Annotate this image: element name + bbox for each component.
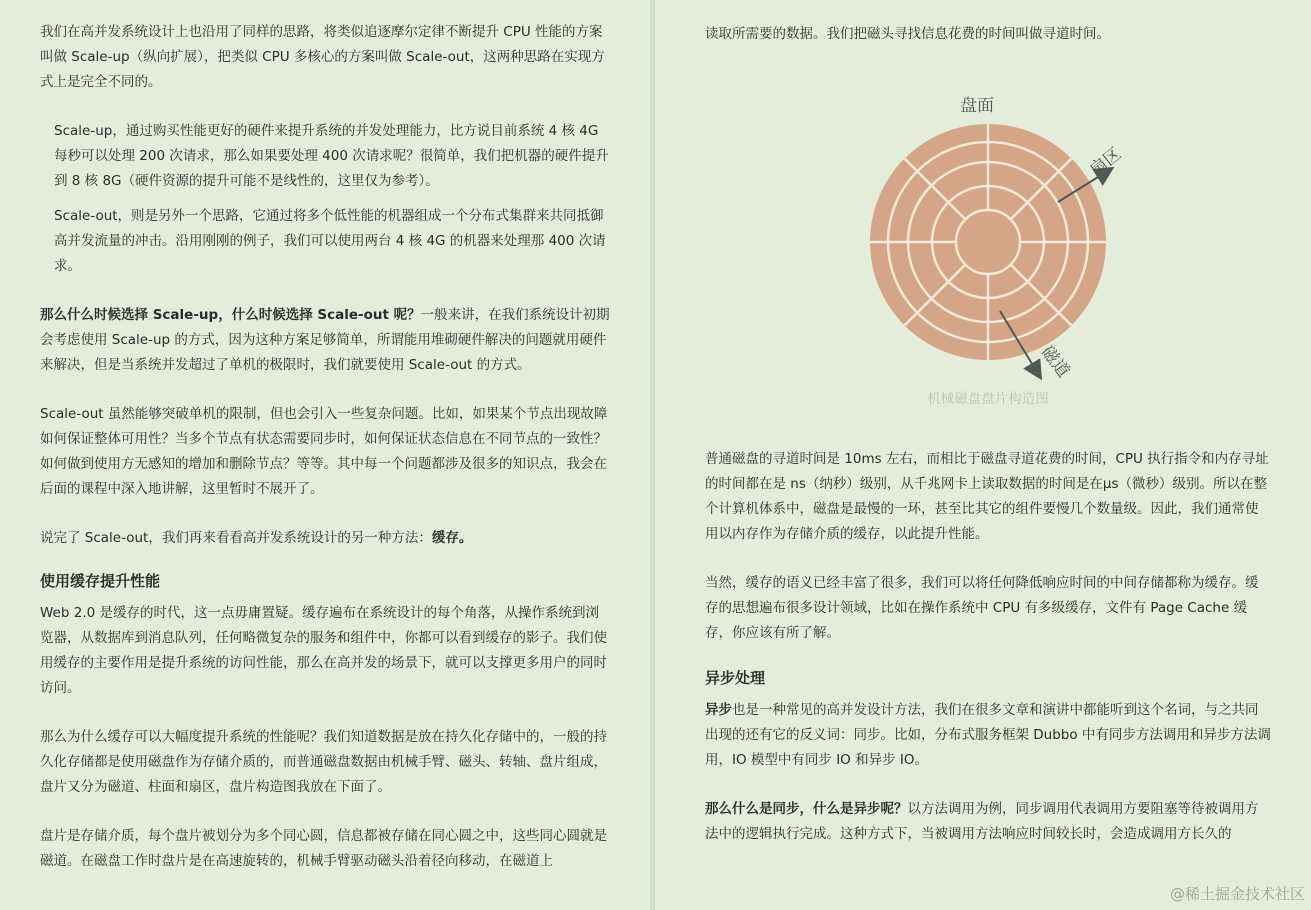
paragraph: Scale-out 虽然能够突破单机的限制，但也会引入一些复杂问题。比如，如果某个节点出现故障如何保证整体可用性？当多个节点有状态需要同步时，如何保证状态信息在不同节点的一致性？如何做到使用方无感知的增加和删除节点？等等。其中每一个问题都涉及很多的知识点，我会在后面的课程中深入地讲解，这里暂时不展开了。 <box>40 406 608 497</box>
paragraph: 读取所需要的数据。我们把磁头寻找信息花费的时间叫做寻道时间。 <box>705 26 1110 42</box>
watermark: @稀土掘金技术社区 <box>1169 885 1305 903</box>
bold-term: 缓存。 <box>431 530 473 546</box>
section-heading-async: 异步处理 <box>705 669 766 687</box>
label-platter: 盘面 <box>960 96 994 116</box>
disk-platter-diagram <box>818 47 1158 389</box>
bold-question: 那么什么是同步，什么是异步呢？ <box>705 801 908 817</box>
label-sector: 扇区 <box>1086 143 1126 181</box>
diagram-caption: 机械磁盘盘片构造图 <box>927 391 1049 407</box>
bold-term: 异步 <box>705 702 732 718</box>
disk-platter <box>870 124 1106 360</box>
paragraph: 那么为什么缓存可以大幅度提升系统的性能呢？我们知道数据是放在持久化存储中的，一般的持久化存储都是使用磁盘作为存储介质的，而普通磁盘数据由机械手臂、磁头、转轴、盘片组成，盘片又分为磁道、柱面和扇区，盘片构造图我放在下面了。 <box>40 729 607 795</box>
paragraph: 普通磁盘的寻道时间是 10ms 左右，而相比于磁盘寻道花费的时间，CPU 执行指令和内存寻址的时间都在是 ns（纳秒）级别，从千兆网卡上读取数据的时间是在μs（微秒）级别。所以在整个计算机体系中，磁盘是最慢的一环，甚至比其它的组件要慢几个数量级。因此，我们通常使用以内存作为存储介质的缓存，以此提升性能。 <box>705 451 1269 542</box>
paragraph <box>705 797 1271 847</box>
paragraph-text: 以方法调用为例，同步调用代表调用方要阻塞等待被调用方法中的逻辑执行完成。这种方式下，当被调用方法响应时间较长时，会造成调用方长久的 <box>705 801 1259 842</box>
paragraph-text: 说完了 Scale-out，我们再来看看高并发系统设计的另一种方法： <box>40 530 432 546</box>
paragraph-text: 也是一种常见的高并发设计方法，我们在很多文章和演讲中都能听到这个名词，与之共同出现的还有它的反义词：同步。比如，分布式服务框架 Dubbo 中有同步方法调用和异步方法调用，IO 模型中有同步 IO 和异步 IO。 <box>705 702 1271 768</box>
paragraph: 我们在高并发系统设计上也沿用了同样的思路，将类似追逐摩尔定律不断提升 CPU 性能的方案叫做 Scale-up（纵向扩展），把类似 CPU 多核心的方案叫做 Scale-out，这两种思路在实现方式上是完全不同的。 <box>40 24 605 90</box>
paragraph <box>40 526 610 551</box>
paragraph: 当然，缓存的语义已经丰富了很多，我们可以将任何降低响应时间的中间存储都称为缓存。缓存的思想遍布很多设计领域，比如在操作系统中 CPU 有多级缓存，文件有 Page Cache 缓存，你应该有所了解。 <box>705 575 1259 641</box>
quote-scale-out: Scale-out，则是另外一个思路，它通过将多个低性能的机器组成一个分布式集群来共同抵御高并发流量的冲击。沿用刚刚的例子，我们可以使用两台 4 核 4G 的机器来处理那 400 次请求。 <box>54 208 606 274</box>
paragraph <box>40 303 610 378</box>
paragraph: 盘片是存储介质，每个盘片被划分为多个同心圆，信息都被存储在同心圆之中，这些同心圆就是磁道。在磁盘工作时盘片是在高速旋转的，机械手臂驱动磁头沿着径向移动，在磁道上 <box>40 828 607 869</box>
label-track: 磁道 <box>1036 342 1074 382</box>
section-heading-cache: 使用缓存提升性能 <box>40 572 161 590</box>
paragraph: Web 2.0 是缓存的时代，这一点毋庸置疑。缓存遍布在系统设计的每个角落，从操作系统到浏览器，从数据库到消息队列，任何略微复杂的服务和组件中，你都可以看到缓存的影子。我们使用缓存的主要作用是提升系统的访问性能，那么在高并发的场景下，就可以支撑更多用户的同时访问。 <box>40 605 607 696</box>
paragraph <box>705 698 1271 773</box>
bold-question: 那么什么时候选择 Scale-up，什么时候选择 Scale-out 呢？ <box>40 307 421 323</box>
quote-scale-up: Scale-up，通过购买性能更好的硬件来提升系统的并发处理能力，比方说目前系统 4 核 4G 每秒可以处理 200 次请求，那么如果要处理 400 次请求呢？很简单，我们把机器的硬件提升到 8 核 8G（硬件资源的提升可能不是线性的，这里仅为参考）。 <box>54 123 609 189</box>
right-column <box>655 0 1311 910</box>
left-column <box>0 0 650 910</box>
paragraph-text: 一般来讲，在我们系统设计初期会考虑使用 Scale-up 的方式，因为这种方案足够简单，所谓能用堆砌硬件解决的问题就用硬件来解决，但是当系统并发超过了单机的极限时，我们就要使用 Scale-out 的方式。 <box>40 307 610 373</box>
